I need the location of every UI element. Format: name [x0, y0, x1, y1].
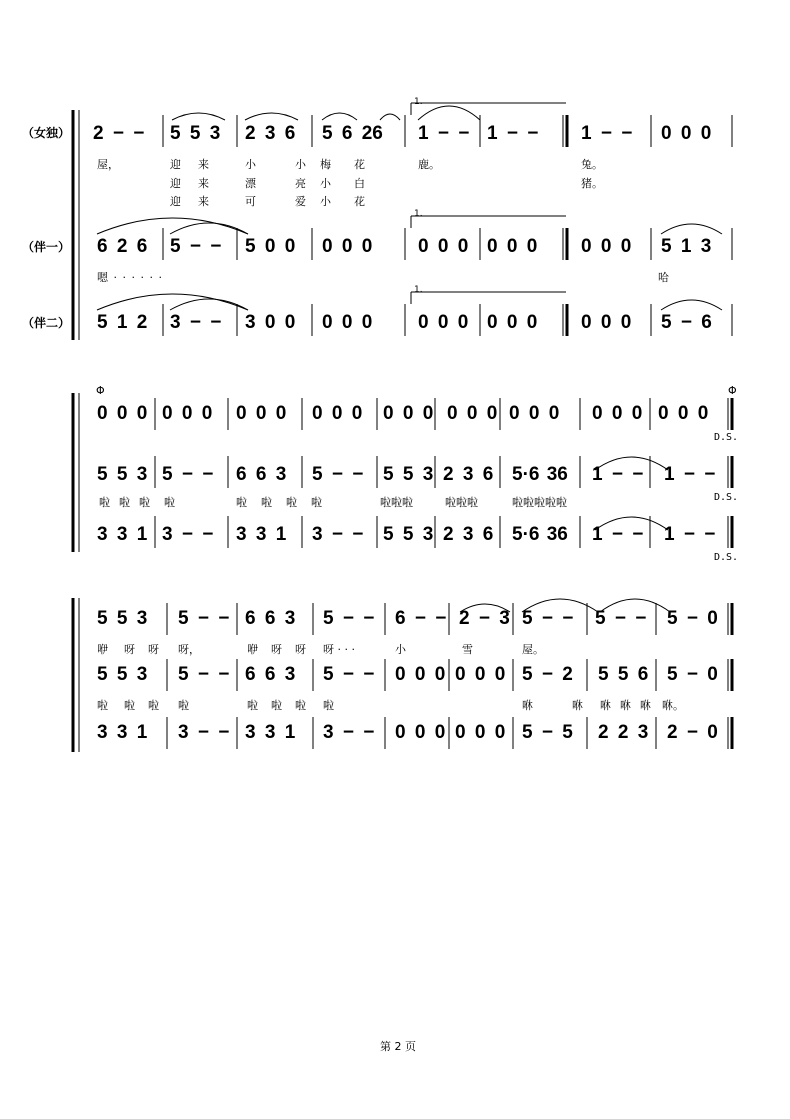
- lyric: 小: [320, 177, 331, 190]
- measure: 1 − −: [664, 464, 716, 485]
- lyric: 梅: [320, 158, 331, 171]
- lyric: 啦: [236, 496, 247, 509]
- lyric: 咻: [620, 699, 631, 712]
- measure: 2 − 0: [667, 722, 718, 743]
- measure: 5·6 36: [512, 524, 568, 545]
- lyric: 花: [354, 158, 365, 171]
- lyric: 呀 · · ·: [323, 643, 355, 656]
- lyric: 亮: [295, 177, 306, 190]
- slur: [322, 113, 357, 120]
- measure: 3 3 1: [97, 722, 148, 743]
- measure: 2 3 6: [245, 123, 296, 144]
- measure: 0 0 0: [395, 664, 446, 685]
- measure: 5 5 3: [383, 464, 434, 485]
- lyric: 小: [320, 195, 331, 208]
- lyric: 迎: [170, 195, 181, 208]
- measure: 0 0 0: [455, 722, 506, 743]
- measure: 5 − 0: [667, 664, 718, 685]
- lyric: 呀: [295, 643, 306, 656]
- ds-mark: D.S.: [714, 492, 739, 503]
- lyric: 小: [295, 158, 306, 171]
- slur: [97, 294, 248, 310]
- lyric: 来: [198, 195, 209, 208]
- measure: 6 6 3: [236, 464, 287, 485]
- slur: [170, 299, 248, 310]
- lyric: 啦: [311, 496, 322, 509]
- lyric: 呀: [271, 643, 282, 656]
- lyric: 啦: [124, 699, 135, 712]
- lyric: 啦: [97, 699, 108, 712]
- volta-label: 1.: [414, 97, 423, 107]
- measure: 0 0 0: [312, 403, 363, 424]
- measure: 5 − −: [178, 608, 230, 629]
- measure: 5 5 3: [170, 123, 221, 144]
- lyric: 呀: [124, 643, 135, 656]
- measure: 6 2 6: [97, 236, 148, 257]
- measure: 0 0 0: [322, 312, 373, 333]
- measure: 5 − 2: [522, 664, 573, 685]
- measure: 5 5 6: [598, 664, 649, 685]
- measure: 0 0 0: [509, 403, 560, 424]
- measure: 5 − −: [522, 608, 574, 629]
- measure: 0 0 0: [97, 403, 148, 424]
- lyric: 爱: [295, 195, 306, 208]
- volta-label: 1.: [414, 285, 423, 295]
- measure: 1 − −: [664, 524, 716, 545]
- measure: 0 0 0: [162, 403, 213, 424]
- measure: 0 0 0: [418, 312, 469, 333]
- measure: 1 − −: [592, 524, 644, 545]
- lyric: 咻。: [662, 699, 684, 712]
- lyric: 咻: [572, 699, 583, 712]
- slur: [245, 113, 298, 120]
- measure: 5 − −: [323, 664, 375, 685]
- measure: 2 − 3: [459, 608, 510, 629]
- measure: 5 5 3: [97, 464, 148, 485]
- lyric: 可: [245, 195, 256, 208]
- measure: 5 − 6: [661, 312, 712, 333]
- measure: 0 0 0: [383, 403, 434, 424]
- measure: 5 1 3: [661, 236, 712, 257]
- lyric: 啦: [271, 699, 282, 712]
- lyric: 咿: [97, 643, 108, 656]
- measure: 2 3 6: [443, 524, 494, 545]
- lyric: 白: [354, 177, 365, 190]
- lyric: 啦: [323, 699, 334, 712]
- lyric: 啦: [119, 496, 130, 509]
- measure: 6 6 3: [245, 608, 296, 629]
- measure: 2 3 6: [443, 464, 494, 485]
- measure: 0 0 0: [395, 722, 446, 743]
- measure: 3 0 0: [245, 312, 296, 333]
- lyric: 雪: [462, 643, 473, 656]
- lyric: 迎: [170, 177, 181, 190]
- measure: 5 0 0: [245, 236, 296, 257]
- measure: 0 0 0: [418, 236, 469, 257]
- slur: [170, 223, 248, 234]
- measure: 0 0 0: [236, 403, 287, 424]
- measure: 0 0 0: [658, 403, 709, 424]
- measure: 0 0 0: [581, 236, 632, 257]
- lyric: 啦啦啦: [445, 496, 478, 509]
- measure: 0 0 0: [455, 664, 506, 685]
- slur: [380, 114, 400, 120]
- lyric: 呀，: [178, 643, 200, 656]
- lyric: 迎: [170, 158, 181, 171]
- measure: 2 − −: [93, 123, 145, 144]
- part-label-accomp-2: （伴二）: [22, 316, 71, 330]
- measure: 5 − −: [323, 608, 375, 629]
- measure: 5 − −: [162, 464, 214, 485]
- measure: 6 − −: [395, 608, 447, 629]
- lyric: 小: [245, 158, 256, 171]
- slur: [418, 106, 480, 120]
- lyric: 哈: [658, 271, 669, 284]
- measure: 1 − −: [418, 123, 470, 144]
- measure: 3 − −: [162, 524, 214, 545]
- measure: 5 5 3: [97, 664, 148, 685]
- measure: 5 − −: [312, 464, 364, 485]
- measure: 3 − −: [170, 312, 222, 333]
- lyric: 啦: [148, 699, 159, 712]
- lyric: 漂: [245, 177, 256, 190]
- measure: 3 3 1: [245, 722, 296, 743]
- lyric: 咿: [247, 643, 258, 656]
- lyric: 屋，: [97, 158, 119, 171]
- measure: 0 0 0: [322, 236, 373, 257]
- measure: 3 − −: [323, 722, 375, 743]
- measure: 3 − −: [312, 524, 364, 545]
- ds-mark: D.S.: [714, 432, 739, 443]
- page-number: 第 2 页: [380, 1040, 416, 1053]
- slur: [172, 113, 225, 120]
- slur: [661, 300, 722, 310]
- measure: 5 − −: [595, 608, 647, 629]
- coda-sign: Φ: [96, 384, 105, 397]
- measure: 2 2 3: [598, 722, 649, 743]
- lyric: 来: [198, 158, 209, 171]
- measure: 1 − −: [581, 123, 633, 144]
- measure: 5 − 0: [667, 608, 718, 629]
- coda-sign: Φ: [728, 384, 737, 397]
- measure: 0 0 0: [487, 312, 538, 333]
- measure: 1 − −: [487, 123, 539, 144]
- measure: 0 0 0: [592, 403, 643, 424]
- lyric: 呀: [148, 643, 159, 656]
- measure: 6 6 3: [245, 664, 296, 685]
- slur: [661, 224, 722, 234]
- lyric: 鹿。: [418, 158, 440, 171]
- measure: 0 0 0: [581, 312, 632, 333]
- part-label-solo: （女独）: [22, 126, 71, 140]
- part-label-accomp-1: （伴一）: [22, 240, 71, 254]
- lyric: 啦: [178, 699, 189, 712]
- measure: 5 1 2: [97, 312, 148, 333]
- measure: 1 − −: [592, 464, 644, 485]
- measure: 0 0 0: [487, 236, 538, 257]
- lyric: 咻: [522, 699, 533, 712]
- lyric: 啦: [99, 496, 110, 509]
- measure: 0 0 0: [447, 403, 498, 424]
- lyric: 兔。: [581, 158, 603, 171]
- lyric: 啦: [286, 496, 297, 509]
- volta-label: 1.: [414, 209, 423, 219]
- lyric: 啦: [295, 699, 306, 712]
- ds-mark: D.S.: [714, 552, 739, 563]
- lyric: 猪。: [581, 177, 603, 190]
- lyric: 花: [354, 195, 365, 208]
- lyric: 屋。: [522, 643, 544, 656]
- measure: 5 6 26: [322, 123, 383, 144]
- measure: 3 − −: [178, 722, 230, 743]
- measure: 5 5 3: [97, 608, 148, 629]
- measure: 5 − −: [178, 664, 230, 685]
- measure: 5 − −: [170, 236, 222, 257]
- lyric: 啦啦啦啦啦: [512, 496, 567, 509]
- lyric: 啦啦啦: [380, 496, 413, 509]
- lyric: 咻: [600, 699, 611, 712]
- lyric: 咻: [640, 699, 651, 712]
- lyric: 啦: [164, 496, 175, 509]
- measure: 5 − 5: [522, 722, 573, 743]
- lyric: 来: [198, 177, 209, 190]
- measure: 3 3 1: [97, 524, 148, 545]
- lyric: 小: [395, 643, 406, 656]
- measure: 5·6 36: [512, 464, 568, 485]
- lyric: 嗯 · · · · · ·: [97, 271, 163, 284]
- measure: 5 5 3: [383, 524, 434, 545]
- lyric: 啦: [247, 699, 258, 712]
- measure: 3 3 1: [236, 524, 287, 545]
- measure: 0 0 0: [661, 123, 712, 144]
- slur: [97, 218, 248, 234]
- lyric: 啦: [261, 496, 272, 509]
- lyric: 啦: [139, 496, 150, 509]
